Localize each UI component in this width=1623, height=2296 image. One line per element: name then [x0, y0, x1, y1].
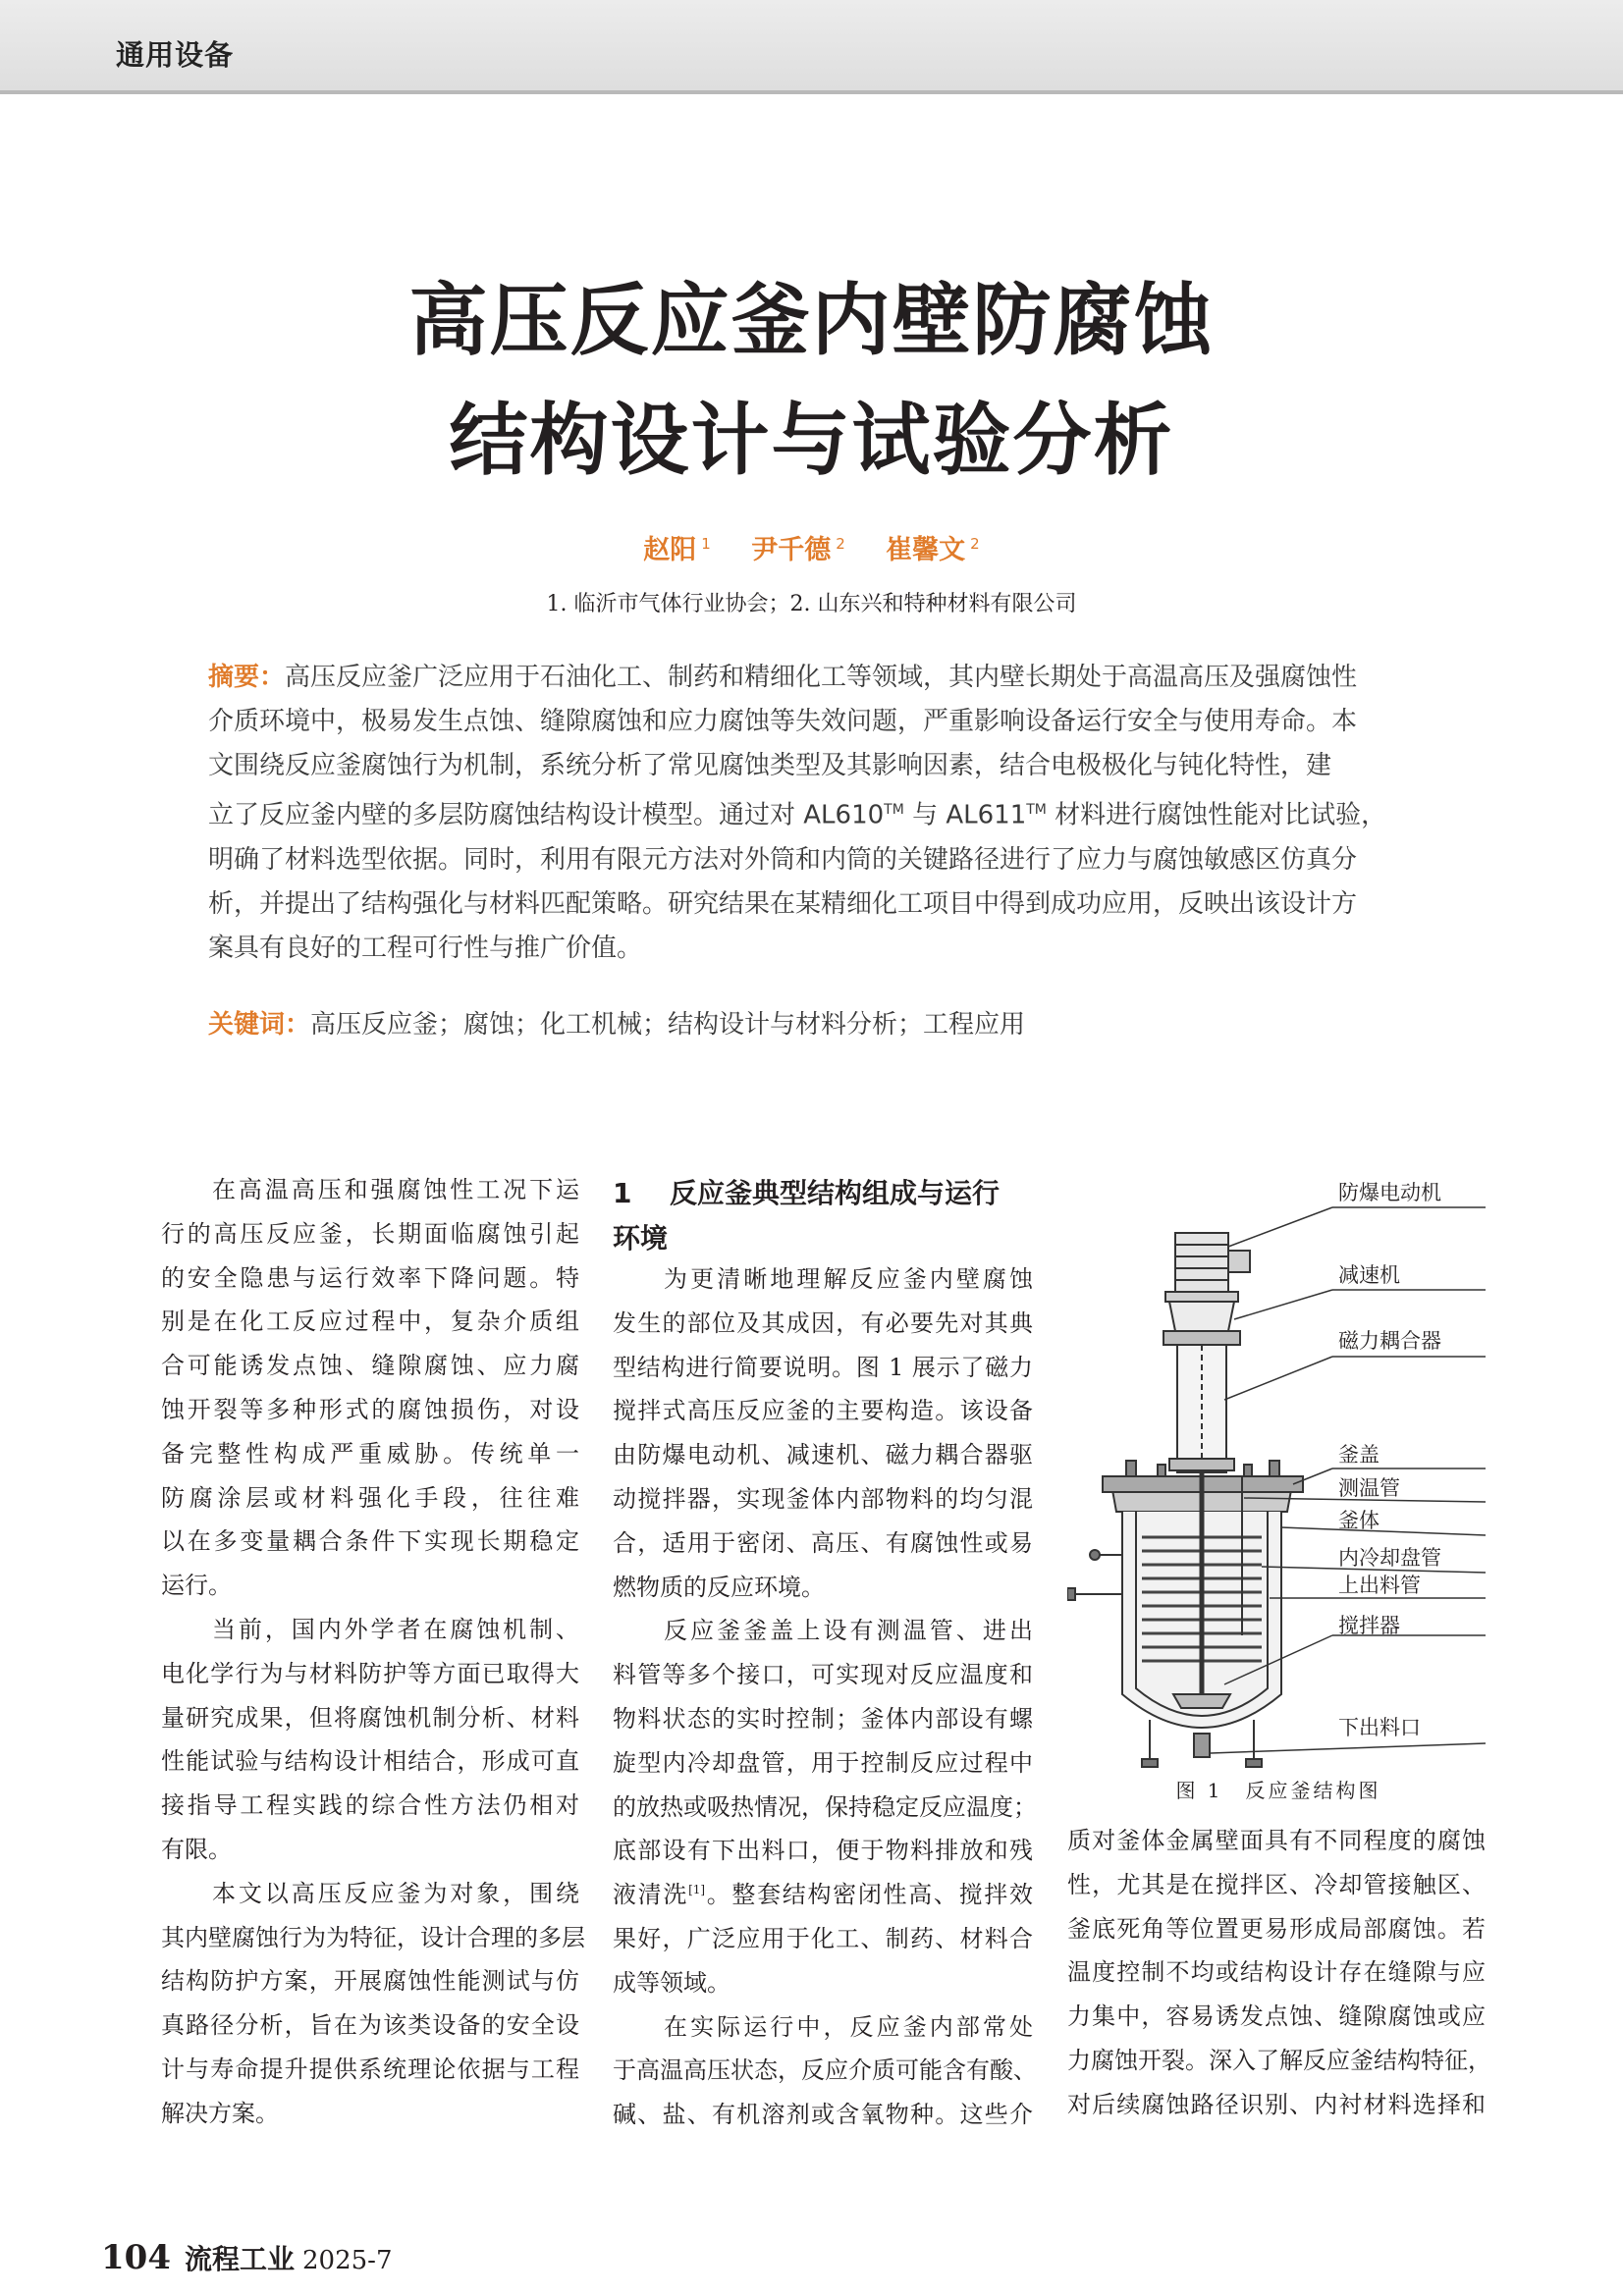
journal-name: 流程工业 — [184, 2243, 295, 2275]
figure-label: 磁力耦合器 — [1338, 1329, 1441, 1353]
figure-label: 下出料口 — [1338, 1716, 1421, 1739]
article-title-line-2: 结构设计与试验分析 — [449, 395, 1174, 486]
author: 赵阳 $^1$ — [643, 535, 711, 565]
article-title-line-1: 高压反应釜内壁防腐蚀 — [408, 275, 1215, 366]
body-column-2: 为更清晰地理解反应釜内壁腐蚀 发生的部位及其成因，有必要先对其典 型结构进行简要说明。图 1 展示了磁力 搅拌式高压反应釜的主要构造。该设备 由防爆电动机、减速机、磁力耦合器驱 动搅拌器，实现釜体内部物料的均匀混 合，适用于密闭、高压、有腐蚀性或易 燃物质的反应环境。 反应釜釜盖上设有测温管、进出 料管等多个接口，可实现对反应温度和 物料状态的实时控制；釜体内部设有螺 旋型内冷却盘管，用于控制反应过程中 的放热或吸热情况，保持稳定反应温度； 底部设有下出料口，便于物料排放和残 液清洗[1]。整套结构密闭性高、搅拌效 果好，广泛应用于化工、制药、材料合 成等领域。 在实际运行中，反应釜内部常处 于高温高压状态，反应介质可能含有酸、 碱、盐、有机溶剂或含氧物种。这些介 — [613, 1265, 1037, 2129]
author-list — [0, 528, 1623, 566]
author: 崔馨文 $^2$ — [886, 535, 980, 565]
reactor-diagram — [1067, 1174, 1489, 1773]
author: 尹千德 $^2$ — [751, 535, 845, 565]
figure-caption: 图 1 反应釜结构图 — [1175, 1779, 1381, 1802]
figure-label: 釜体 — [1338, 1509, 1380, 1532]
affiliations: 1. 临沂市气体行业协会；2. 山东兴和特种材料有限公司 — [546, 592, 1077, 616]
citation-ref: [1] — [688, 1883, 706, 1897]
reactor-structure-figure — [1067, 1174, 1489, 1783]
page-footer — [101, 2238, 393, 2277]
running-header-band — [0, 0, 1623, 94]
keywords: 关键词：高压反应釜；腐蚀；化工机械；结构设计与材料分析；工程应用 — [208, 1010, 1026, 1040]
figure-label: 内冷却盘管 — [1338, 1546, 1441, 1570]
figure-label: 测温管 — [1338, 1476, 1400, 1500]
section-heading: 1 反应釜典型结构组成与运行 环境 — [613, 1177, 1001, 1255]
motor-body — [1175, 1233, 1228, 1292]
abstract-label: 摘要： — [208, 663, 286, 692]
issue-date: 2025-7 — [302, 2246, 393, 2275]
body-column-3: 质对釜体金属壁面具有不同程度的腐蚀 性，尤其是在搅拌区、冷却管接触区、 釜底死角等位置更易形成局部腐蚀。若 温度控制不均或结构设计存在缝隙与应 力集中，容易诱发点蚀、缝隙腐蚀或应 力腐蚀开裂。深入了解反应釜结构特征， 对后续腐蚀路径识别、内衬材料选择和 — [1067, 1827, 1491, 2118]
body-column-1: 在高温高压和强腐蚀性工况下运 行的高压反应釜，长期面临腐蚀引起 的安全隐患与运行效率下降问题。特 别是在化工反应过程中，复杂介质组 合可能诱发点蚀、缝隙腐蚀、应力腐 蚀开裂等多种形式的腐蚀损伤，对设 备完整性构成严重威胁。传统单一 防腐涂层或材料强化手段，往往难 以在多变量耦合条件下实现长期稳定 运行。 当前，国内外学者在腐蚀机制、 电化学行为与材料防护等方面已取得大 量研究成果，但将腐蚀机制分析、材料 性能试验与结构设计相结合，形成可直 接指导工程实践的综合性方法仍相对 有限。 本文以高压反应釜为对象，围绕 其内壁腐蚀行为为特征，设计合理的多层 结构防护方案，开展腐蚀性能测试与仿 真路径分析，旨在为该类设备的安全设 计与寿命提升提供系统理论依据与工程 解决方案。 — [161, 1176, 585, 2127]
abstract: 摘要：高压反应釜广泛应用于石油化工、制药和精细化工等领域，其内壁长期处于高温高压及强腐蚀性 介质环境中，极易发生点蚀、缝隙腐蚀和应力腐蚀等失效问题，严重影响设备运行安全与使用寿命。本 文围绕反应釜腐蚀行为机制，系统分析了常见腐蚀类型及其影响因素，结合电极极化与钝化特性，建 立了反应釜内壁的多层防腐蚀结构设计模型。通过对 AL610™ 与 AL611™ 材料进行腐蚀性能对比试验， 明确了材料选型依据。同时，利用有限元方法对外筒和内筒的关键路径进行了应力与腐蚀敏感区仿真分 析，并提出了结构强化与材料匹配策略。研究结果在某精细化工项目中得到成功应用，反映出该设计方 案具有良好的工程可行性与推广价值。 — [208, 663, 1387, 963]
figure-label: 上出料管 — [1338, 1574, 1421, 1597]
figure-label: 减速机 — [1338, 1263, 1400, 1287]
figure-label: 釜盖 — [1338, 1443, 1380, 1467]
section-label: 通用设备 — [116, 38, 235, 72]
figure-label: 搅拌器 — [1338, 1614, 1400, 1637]
figure-label: 防爆电动机 — [1338, 1181, 1441, 1204]
page-number: 104 — [101, 2238, 171, 2277]
keywords-label: 关键词： — [208, 1010, 311, 1040]
